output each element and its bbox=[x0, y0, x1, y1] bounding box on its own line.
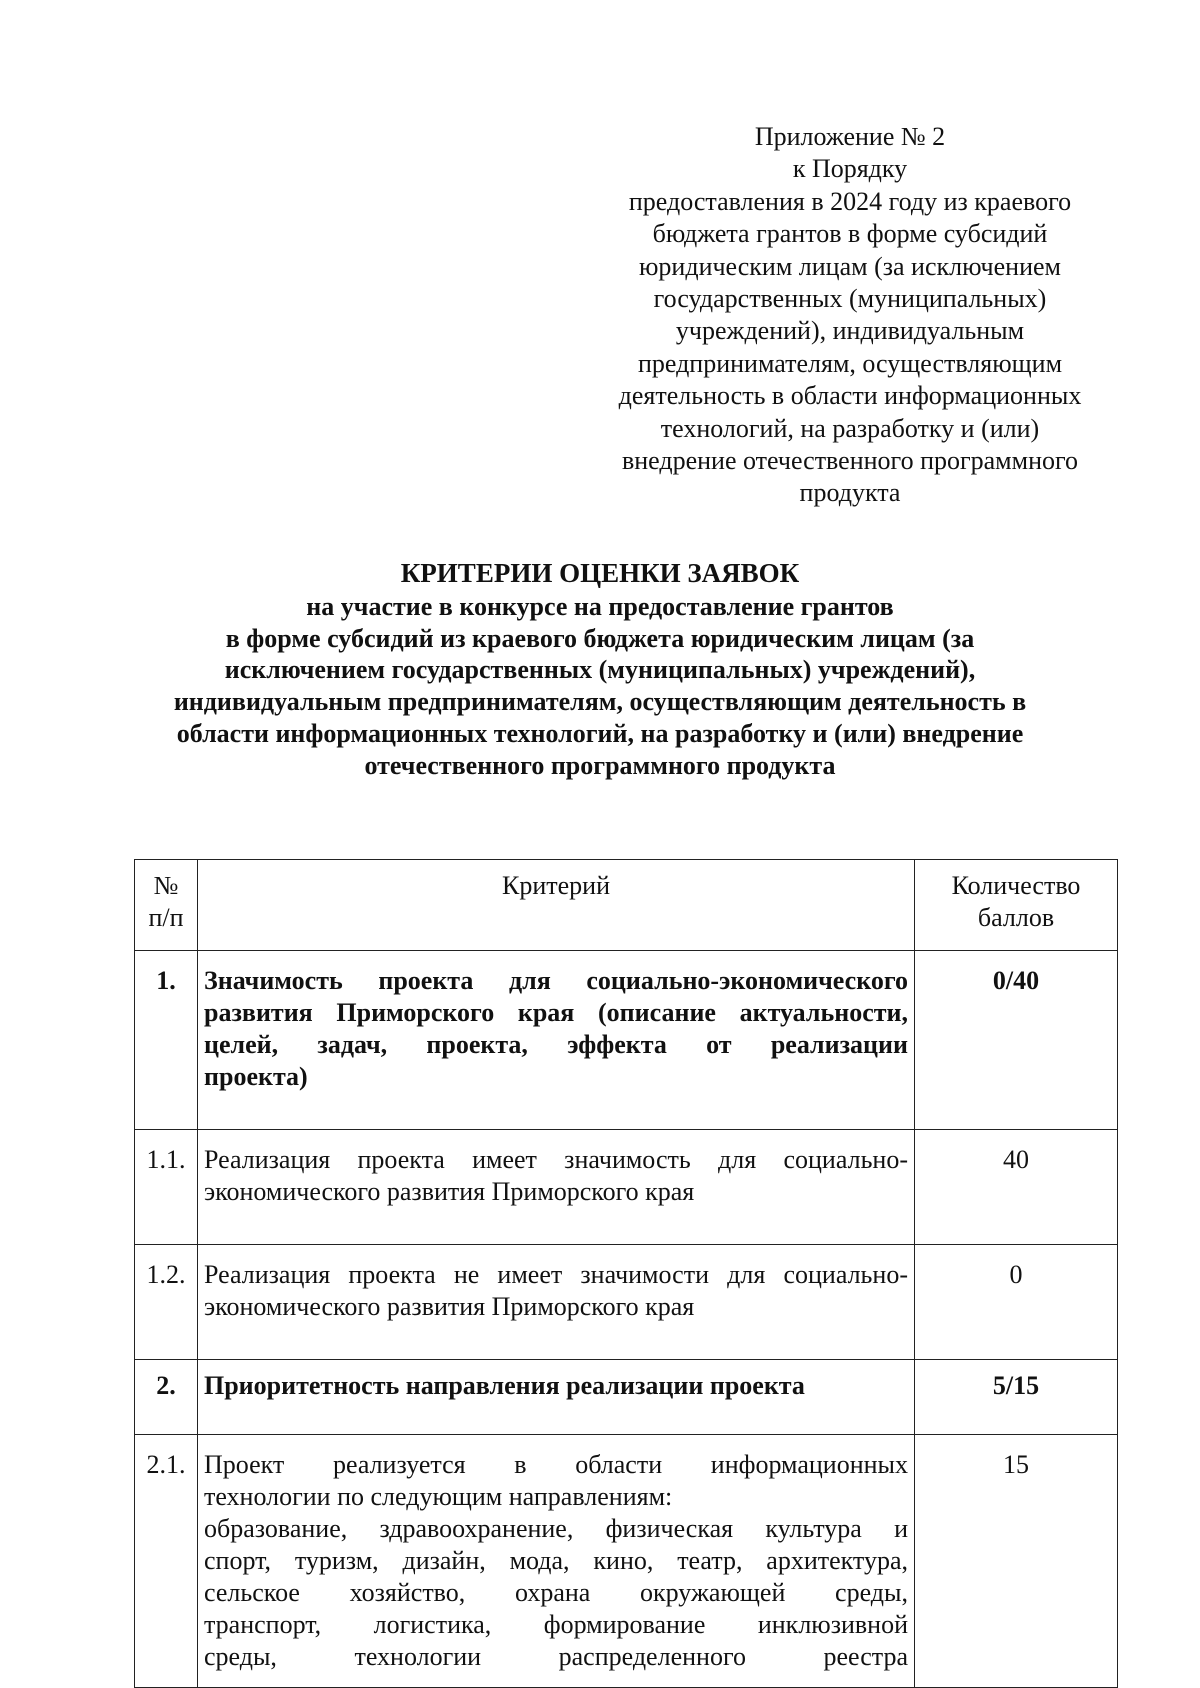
title-line: исключением государственных (муниципальных) учреждений), bbox=[224, 655, 976, 685]
header-score-line2: баллов bbox=[977, 903, 1055, 932]
title-line: области информационных технологий, на разработку и (или) внедрение bbox=[176, 718, 1024, 748]
row-score: 0 bbox=[915, 1245, 1118, 1360]
appendix-line: бюджета грантов в форме субсидий bbox=[652, 219, 1048, 249]
criterion-line: Реализация проекта не имеет значимости для социально- bbox=[204, 1260, 908, 1289]
criterion-line: экономического развития Приморского края bbox=[204, 1177, 695, 1206]
criteria-table bbox=[134, 859, 1118, 1688]
row-score: 5/15 bbox=[915, 1360, 1118, 1435]
criterion-line: технологии по следующим направлениям: bbox=[204, 1482, 673, 1511]
row-criterion bbox=[198, 1435, 915, 1688]
appendix-line: Приложение № 2 bbox=[754, 122, 946, 151]
criterion-line: развития Приморского края (описание актуальности, bbox=[204, 998, 908, 1027]
row-num: 1.2. bbox=[135, 1245, 198, 1360]
appendix-line: учреждений), индивидуальным bbox=[675, 316, 1025, 346]
appendix-line: продукта bbox=[799, 478, 901, 508]
title-line: на участие в конкурсе на предоставление грантов bbox=[306, 591, 894, 621]
header-num-line2: п/п bbox=[148, 903, 184, 932]
header-criterion-label: Критерий bbox=[502, 871, 610, 900]
header-num-line1: № bbox=[153, 871, 179, 900]
table-row bbox=[135, 951, 1118, 1130]
criterion-line: экономического развития Приморского края bbox=[204, 1292, 695, 1321]
criterion-line: Проект реализуется в области информационных bbox=[204, 1450, 908, 1479]
appendix-line: деятельность в области информационных bbox=[618, 381, 1082, 411]
header-score bbox=[915, 860, 1118, 951]
appendix-line: предоставления в 2024 году из краевого bbox=[628, 186, 1072, 216]
criterion-line: образование, здравоохранение, физическая культура и bbox=[204, 1514, 908, 1543]
table-row bbox=[135, 1245, 1118, 1360]
appendix-line: юридическим лицам (за исключением bbox=[639, 251, 1061, 281]
appendix-line: к Порядку bbox=[792, 154, 908, 184]
header-criterion bbox=[198, 860, 915, 951]
row-criterion bbox=[198, 951, 915, 1130]
row-num: 2. bbox=[135, 1360, 198, 1435]
header-score-line1: Количество bbox=[951, 871, 1081, 900]
criterion-line: целей, задач, проекта, эффекта от реализации bbox=[204, 1030, 908, 1059]
appendix-line: технологий, на разработку и (или) bbox=[660, 413, 1040, 443]
row-score: 40 bbox=[915, 1130, 1118, 1245]
appendix-line: государственных (муниципальных) bbox=[653, 284, 1047, 314]
row-criterion bbox=[198, 1245, 915, 1360]
criterion-line: транспорт, логистика, формирование инклюзивной bbox=[204, 1610, 908, 1639]
row-num: 1. bbox=[135, 951, 198, 1130]
criterion-line: Реализация проекта имеет значимость для социально- bbox=[204, 1145, 908, 1174]
row-num: 1.1. bbox=[135, 1130, 198, 1245]
appendix-header bbox=[585, 121, 1115, 510]
row-criterion bbox=[198, 1130, 915, 1245]
appendix-line: предпринимателям, осуществляющим bbox=[637, 348, 1063, 378]
title-line: отечественного программного продукта bbox=[364, 750, 836, 780]
row-score: 15 bbox=[915, 1435, 1118, 1688]
table-row bbox=[135, 1435, 1118, 1688]
criterion-line: Приоритетность направления реализации проекта bbox=[204, 1371, 805, 1400]
title-main: КРИТЕРИИ ОЦЕНКИ ЗАЯВОК bbox=[400, 558, 800, 588]
table-header-row bbox=[135, 860, 1118, 951]
criterion-line: Значимость проекта для социально-экономического bbox=[204, 966, 908, 995]
title-line: индивидуальным предпринимателям, осуществляющим деятельность в bbox=[173, 687, 1027, 717]
table-row bbox=[135, 1360, 1118, 1435]
criterion-line: спорт, туризм, дизайн, мода, кино, театр, архитектура, bbox=[204, 1546, 908, 1575]
table-row bbox=[135, 1130, 1118, 1245]
criterion-line: проекта) bbox=[204, 1062, 308, 1091]
row-score: 0/40 bbox=[915, 951, 1118, 1130]
criterion-line: сельское хозяйство, охрана окружающей среды, bbox=[204, 1578, 908, 1607]
header-num bbox=[135, 860, 198, 951]
document-title bbox=[100, 558, 1100, 782]
appendix-line: внедрение отечественного программного bbox=[621, 446, 1079, 476]
title-line: в форме субсидий из краевого бюджета юридическим лицам (за bbox=[225, 623, 975, 653]
criterion-line: среды, технологии распределенного реестра bbox=[204, 1642, 908, 1671]
row-num: 2.1. bbox=[135, 1435, 198, 1688]
row-criterion bbox=[198, 1360, 915, 1435]
